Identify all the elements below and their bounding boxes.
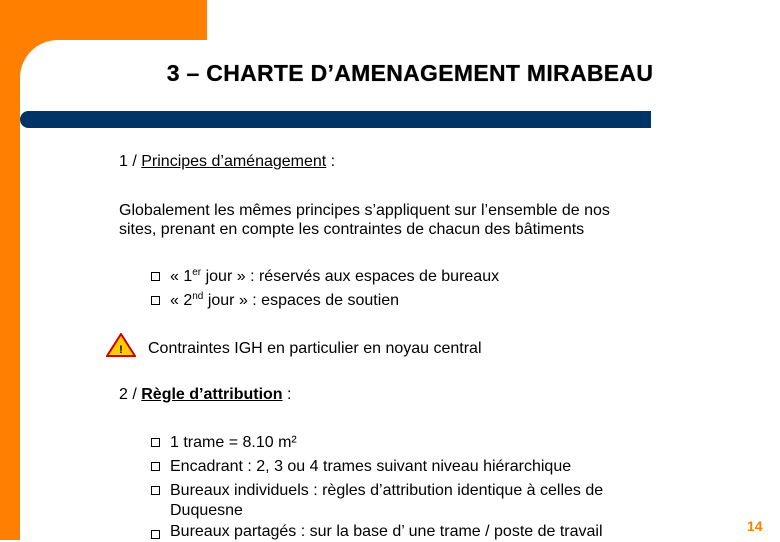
square-bullet-icon xyxy=(151,462,160,471)
bullet-superscript: nd xyxy=(192,291,204,302)
square-bullet-icon xyxy=(151,272,160,281)
section2-heading-text: Règle d’attribution xyxy=(141,386,283,403)
section1-intro-line1: Globalement les mêmes principes s’appliquent sur l’ensemble de nos xyxy=(119,202,610,219)
bullet-text-pre: « 1 xyxy=(170,268,193,285)
section2-bullet: Encadrant : 2, 3 ou 4 trames suivant niveau hiérarchique xyxy=(170,458,572,475)
section1-heading xyxy=(119,152,335,172)
section2-colon: : xyxy=(282,386,292,403)
square-bullet-icon xyxy=(151,530,160,539)
slide-title: 3 – CHARTE D’AMENAGEMENT MIRABEAU xyxy=(166,60,654,86)
section2-bullet: Bureaux partagés : sur la base d’ une trame / poste de travail xyxy=(170,523,603,540)
title-underline-bar xyxy=(20,111,651,128)
section2-bullet-continuation: Duquesne xyxy=(170,502,243,519)
section2-bullet: Bureaux individuels : règles d’attribution identique à celles de xyxy=(170,482,604,499)
section1-intro-line2: sites, prenant en compte les contraintes de chacun des bâtiments xyxy=(119,221,585,238)
section1-bullet xyxy=(170,291,399,311)
bullet-text-post: jour » : espaces de soutien xyxy=(203,292,400,309)
section2-heading xyxy=(119,385,291,405)
section1-colon: : xyxy=(326,153,336,170)
square-bullet-icon xyxy=(151,438,160,447)
bullet-superscript: er xyxy=(192,267,202,278)
page-number: 14 xyxy=(747,518,763,534)
section2-number: 2 / xyxy=(119,386,142,403)
section2-bullet: 1 trame = 8.10 m² xyxy=(170,434,297,451)
square-bullet-icon xyxy=(151,296,160,305)
warning-glyph: ! xyxy=(119,344,123,356)
section1-number: 1 / xyxy=(119,153,142,170)
section1-bullet xyxy=(170,267,499,287)
warning-text: Contraintes IGH en particulier en noyau central xyxy=(148,340,482,357)
section1-heading-text: Principes d’aménagement xyxy=(141,153,327,170)
square-bullet-icon xyxy=(151,486,160,495)
bullet-text-post: jour » : réservés aux espaces de bureaux xyxy=(201,268,500,285)
warning-icon xyxy=(106,333,136,357)
bullet-text-pre: « 2 xyxy=(170,292,193,309)
